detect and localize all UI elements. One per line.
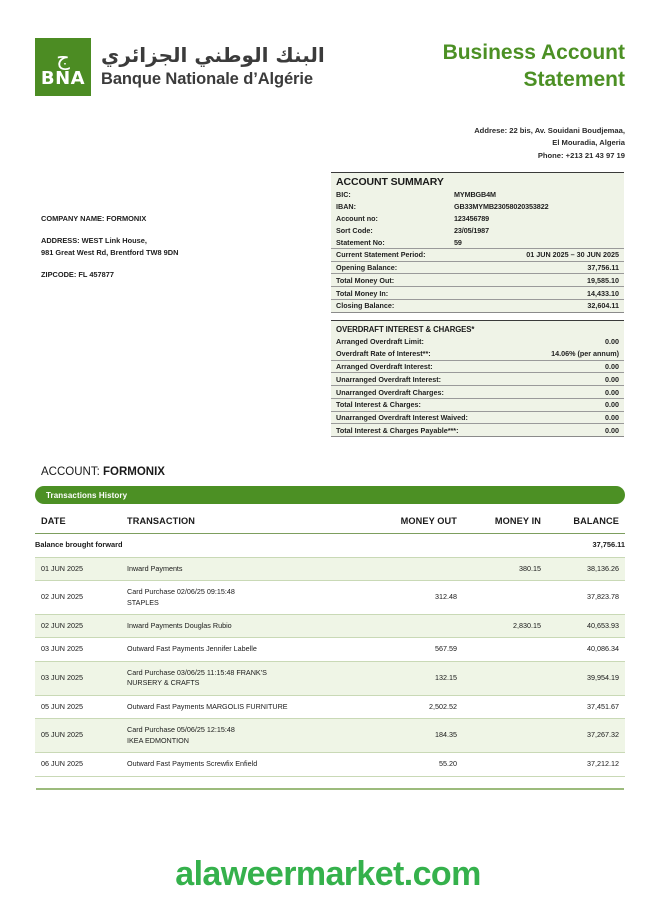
overdraft-row-arranged-limit-key: Arranged Overdraft Limit: <box>336 337 424 347</box>
table-row <box>35 581 625 615</box>
row-description-line-2: NURSERY & CRAFTS <box>127 678 200 688</box>
row-date: 03 JUN 2025 <box>35 661 119 695</box>
row-money-in: 380.15 <box>457 557 541 580</box>
customer-details <box>41 213 178 281</box>
row-money-out: 312.48 <box>371 581 457 615</box>
table-row-brought-forward <box>35 534 625 558</box>
summary-row-account-no-key: Account no: <box>336 213 378 223</box>
summary-row-sort-code-key: Sort Code: <box>336 225 373 235</box>
row-description-line-1: Outward Fast Payments Screwfix Enfield <box>127 759 258 769</box>
row-date: 02 JUN 2025 <box>35 581 119 615</box>
summary-row-closing-balance <box>331 299 624 312</box>
row-description <box>119 615 371 638</box>
row-balance: 37,823.78 <box>541 581 625 615</box>
bank-phone: Phone: +213 21 43 97 19 <box>537 150 625 160</box>
overdraft-row-unarranged-charges-value: 0.00 <box>605 387 619 397</box>
overdraft-row-rate-of-interest-key: Overdraft Rate of Interest**: <box>336 349 431 359</box>
row-description-line-1: Inward Payments Douglas Rubio <box>127 621 232 631</box>
row-date: 05 JUN 2025 <box>35 695 119 718</box>
overdraft-row-rate-of-interest-value: 14.06% (per annum) <box>551 349 619 359</box>
transactions-table-head <box>35 510 625 534</box>
row-description-line-1: Card Purchase 02/06/25 09:15:48 <box>127 587 235 597</box>
column-header-balance: BALANCE <box>541 510 625 534</box>
summary-row-total-money-in <box>331 286 624 299</box>
overdraft-row-arranged-limit-value: 0.00 <box>605 337 619 347</box>
row-date: 06 JUN 2025 <box>35 753 119 776</box>
table-row <box>35 719 625 753</box>
summary-row-iban <box>331 201 624 213</box>
row-money-in <box>457 753 541 776</box>
overdraft-row-total-payable <box>331 423 624 436</box>
row-money-out <box>371 557 457 580</box>
bank-name-block <box>101 44 325 91</box>
row-date: 02 JUN 2025 <box>35 615 119 638</box>
column-header-date: DATE <box>35 510 119 534</box>
brought-forward-label: Balance brought forward <box>35 534 371 558</box>
overdraft-row-interest-waived-value: 0.00 <box>605 413 619 423</box>
row-balance: 37,267.32 <box>541 719 625 753</box>
account-name-line <box>41 466 165 478</box>
account-summary-title: ACCOUNT SUMMARY <box>336 176 444 188</box>
table-row <box>35 638 625 661</box>
row-description-line-1: Card Purchase 05/06/25 12:15:48 <box>127 725 235 735</box>
transactions-header-row <box>35 510 625 534</box>
overdraft-row-total-payable-value: 0.00 <box>605 425 619 435</box>
overdraft-panel-title: OVERDRAFT INTEREST & CHARGES* <box>336 325 475 334</box>
row-description <box>119 557 371 580</box>
overdraft-row-interest-waived-key: Unarranged Overdraft Interest Waived: <box>336 413 468 423</box>
table-row <box>35 695 625 718</box>
row-balance: 40,653.93 <box>541 615 625 638</box>
row-money-in: 2,830.15 <box>457 615 541 638</box>
summary-row-bic-value: MYMBGB4M <box>454 190 496 200</box>
row-date: 05 JUN 2025 <box>35 719 119 753</box>
bank-address-block <box>474 125 625 162</box>
row-money-in <box>457 661 541 695</box>
row-money-in <box>457 695 541 718</box>
bank-brand <box>35 38 325 96</box>
summary-row-total-money-out-value: 19,585.10 <box>587 275 619 285</box>
brought-forward-balance: 37,756.11 <box>541 534 625 558</box>
overdraft-row-unarranged-charges <box>331 385 624 398</box>
row-description-line-1: Inward Payments <box>127 563 183 573</box>
row-date: 01 JUN 2025 <box>35 557 119 580</box>
summary-row-opening-balance <box>331 261 624 274</box>
account-summary-panel <box>331 172 624 313</box>
overdraft-row-interest-waived <box>331 411 624 424</box>
account-name-value: FORMONIX <box>102 466 165 478</box>
overdraft-row-arranged-limit <box>331 336 624 348</box>
row-description <box>119 695 371 718</box>
brought-forward-money-out <box>371 534 457 558</box>
summary-row-statement-no <box>331 236 624 248</box>
summary-row-bic-key: BIC: <box>336 190 351 200</box>
row-balance: 37,212.12 <box>541 753 625 776</box>
row-description <box>119 719 371 753</box>
row-money-out <box>371 615 457 638</box>
row-money-out: 2,502.52 <box>371 695 457 718</box>
summary-row-statement-period <box>331 248 624 261</box>
transactions-history-bar <box>35 486 625 504</box>
customer-company-name: COMPANY NAME: FORMONIX <box>41 214 147 223</box>
bank-name-french: Banque Nationale d’Algérie <box>101 69 313 88</box>
overdraft-row-unarranged-charges-key: Unarranged Overdraft Charges: <box>336 387 444 397</box>
row-money-out: 55.20 <box>371 753 457 776</box>
overdraft-row-unarranged-interest-value: 0.00 <box>605 374 619 384</box>
footer-divider <box>36 788 624 790</box>
summary-row-statement-no-value: 59 <box>454 237 462 247</box>
row-description-line-1: Outward Fast Payments Jennifer Labelle <box>127 644 257 654</box>
table-row <box>35 557 625 580</box>
row-description <box>119 753 371 776</box>
row-description-line-1: Outward Fast Payments MARGOLIS FURNITURE <box>127 701 288 711</box>
summary-row-total-money-out-key: Total Money Out: <box>336 275 395 285</box>
transactions-table <box>35 510 625 777</box>
overdraft-row-unarranged-interest-key: Unarranged Overdraft Interest: <box>336 374 442 384</box>
summary-row-opening-balance-value: 37,756.11 <box>587 263 619 273</box>
row-money-out: 132.15 <box>371 661 457 695</box>
summary-row-statement-period-value: 01 JUN 2025 – 30 JUN 2025 <box>526 250 619 260</box>
summary-row-bic <box>331 189 624 201</box>
summary-row-account-no-value: 123456789 <box>454 213 490 223</box>
overdraft-row-total-interest-charges-value: 0.00 <box>605 400 619 410</box>
summary-row-total-money-in-key: Total Money In: <box>336 288 389 298</box>
summary-row-iban-value: GB33MYMB23058020353822 <box>454 202 549 212</box>
customer-address-line-1: ADDRESS: WEST Link House, <box>41 236 147 246</box>
row-description-line-1: Card Purchase 03/06/25 11:15:48 FRANK'S <box>127 667 267 677</box>
customer-zipcode: ZIPCODE: FL 457877 <box>41 270 114 280</box>
column-header-money-out: MONEY OUT <box>371 510 457 534</box>
customer-address-line-2: 981 Great West Rd, Brentford TW8 9DN <box>41 247 179 257</box>
bank-name-arabic: البنك الوطني الجزائري <box>101 42 325 67</box>
watermark-text: alaweermarket.com <box>175 855 481 893</box>
summary-row-opening-balance-key: Opening Balance: <box>336 263 398 273</box>
row-money-in <box>457 719 541 753</box>
row-description <box>119 581 371 615</box>
table-row <box>35 661 625 695</box>
summary-row-closing-balance-value: 32,604.11 <box>587 301 619 311</box>
overdraft-row-arranged-interest-value: 0.00 <box>605 361 619 371</box>
bna-logo <box>35 38 91 96</box>
summary-row-iban-key: IBAN: <box>336 202 356 212</box>
overdraft-row-total-interest-charges <box>331 398 624 411</box>
overdraft-row-rate-of-interest <box>331 348 624 360</box>
row-description <box>119 661 371 695</box>
document-title: Business Account Statement <box>442 41 625 91</box>
brought-forward-money-in <box>457 534 541 558</box>
summary-row-statement-no-key: Statement No: <box>336 237 385 247</box>
table-row <box>35 615 625 638</box>
row-money-in <box>457 638 541 661</box>
row-balance: 39,954.19 <box>541 661 625 695</box>
overdraft-row-unarranged-interest <box>331 372 624 385</box>
row-balance: 38,136.26 <box>541 557 625 580</box>
table-row <box>35 753 625 776</box>
document-header <box>35 38 625 96</box>
summary-row-sort-code <box>331 224 624 236</box>
column-header-transaction: TRANSACTION <box>119 510 371 534</box>
row-balance: 40,086.34 <box>541 638 625 661</box>
overdraft-row-total-interest-charges-key: Total Interest & Charges: <box>336 400 421 410</box>
customer-address <box>41 235 178 258</box>
transactions-history-label: Transactions History <box>46 490 128 500</box>
summary-row-total-money-out <box>331 273 624 286</box>
summary-row-closing-balance-key: Closing Balance: <box>336 301 395 311</box>
account-name-label: ACCOUNT: <box>41 466 103 478</box>
bank-address-line-2: El Mouradia, Algeria <box>552 138 625 148</box>
summary-row-total-money-in-value: 14,433.10 <box>587 288 619 298</box>
overdraft-row-total-payable-key: Total Interest & Charges Payable***: <box>336 425 459 435</box>
summary-row-statement-period-key: Current Statement Period: <box>336 250 426 260</box>
row-date: 03 JUN 2025 <box>35 638 119 661</box>
row-money-out: 567.59 <box>371 638 457 661</box>
summary-row-account-no <box>331 213 624 225</box>
row-balance: 37,451.67 <box>541 695 625 718</box>
overdraft-charges-panel <box>331 320 624 437</box>
row-description-line-2: IKEA EDMONTION <box>127 735 189 745</box>
bank-logo-glyph-icon: ج <box>56 46 70 70</box>
row-money-in <box>457 581 541 615</box>
overdraft-row-arranged-interest-key: Arranged Overdraft Interest: <box>336 361 433 371</box>
bank-logo-letters: BNA <box>40 68 86 89</box>
overdraft-row-arranged-interest <box>331 360 624 373</box>
bank-address-line-1: Addresе: 22 bis, Av. Souidani Boudjemaa, <box>474 126 625 135</box>
summary-row-sort-code-value: 23/05/1987 <box>454 225 489 235</box>
column-header-money-in: MONEY IN <box>457 510 541 534</box>
transactions-table-body <box>35 534 625 777</box>
account-summary-kv-rows <box>331 189 624 248</box>
row-description-line-2: STAPLES <box>127 597 159 607</box>
row-money-out: 184.35 <box>371 719 457 753</box>
row-description <box>119 638 371 661</box>
account-summary-balance-rows <box>331 248 624 312</box>
